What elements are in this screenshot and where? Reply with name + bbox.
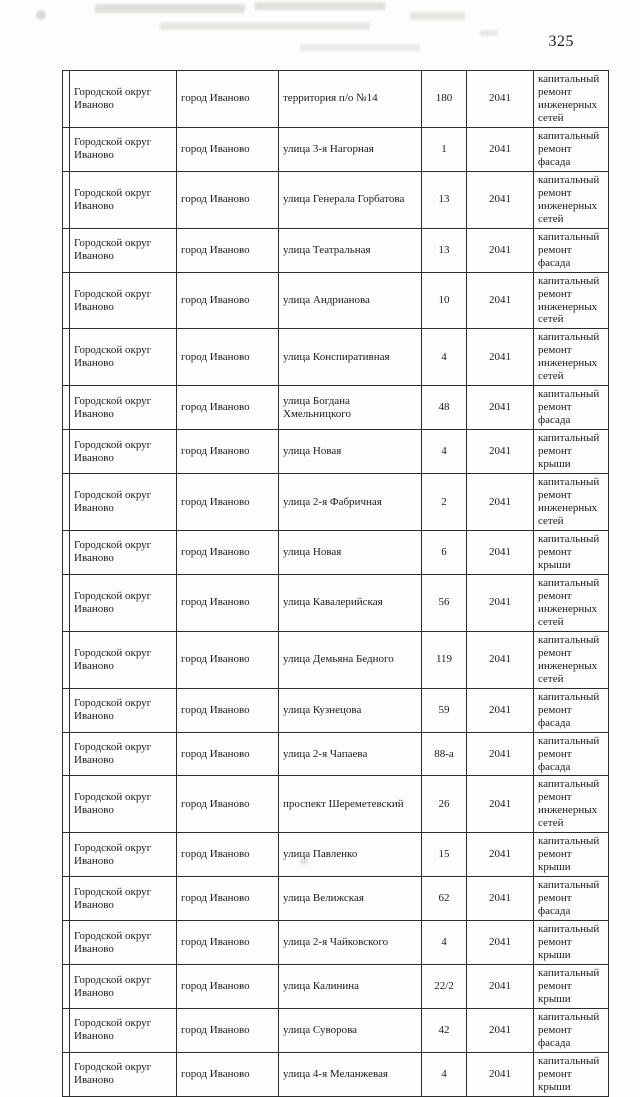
cell-work: капитальный ремонт инженерных сетей bbox=[534, 71, 609, 128]
cell-house: 88-а bbox=[422, 732, 467, 776]
cell-work: капитальный ремонт инженерных сетей bbox=[534, 329, 609, 386]
scan-noise bbox=[36, 10, 46, 20]
cell-district: Городской округ Иваново bbox=[70, 228, 177, 272]
cell-city: город Иваново bbox=[177, 1052, 279, 1096]
cell-spacer bbox=[63, 386, 70, 430]
cell-spacer bbox=[63, 574, 70, 631]
cell-street: улица 2-я Чапаева bbox=[279, 732, 422, 776]
cell-district: Городской округ Иваново bbox=[70, 921, 177, 965]
cell-work: капитальный ремонт инженерных сетей bbox=[534, 171, 609, 228]
cell-year: 2041 bbox=[467, 732, 534, 776]
cell-street: улица Калинина bbox=[279, 965, 422, 1009]
table-row bbox=[63, 171, 609, 228]
cell-work: капитальный ремонт фасада bbox=[534, 1008, 609, 1052]
cell-city: город Иваново bbox=[177, 965, 279, 1009]
cell-work: капитальный ремонт фасада bbox=[534, 688, 609, 732]
cell-district: Городской округ Иваново bbox=[70, 171, 177, 228]
cell-year: 2041 bbox=[467, 965, 534, 1009]
cell-spacer bbox=[63, 329, 70, 386]
cell-city: город Иваново bbox=[177, 833, 279, 877]
cell-work: капитальный ремонт фасада bbox=[534, 127, 609, 171]
cell-street: улица 2-я Фабричная bbox=[279, 474, 422, 531]
cell-district: Городской округ Иваново bbox=[70, 329, 177, 386]
cell-city: город Иваново bbox=[177, 631, 279, 688]
cell-district: Городской округ Иваново bbox=[70, 531, 177, 575]
cell-street: улица Суворова bbox=[279, 1008, 422, 1052]
table-row bbox=[63, 631, 609, 688]
repairs-table-body bbox=[63, 71, 609, 1097]
cell-street: улица 4-я Меланжевая bbox=[279, 1052, 422, 1096]
cell-city: город Иваново bbox=[177, 776, 279, 833]
table-row bbox=[63, 531, 609, 575]
cell-house: 62 bbox=[422, 877, 467, 921]
cell-district: Городской округ Иваново bbox=[70, 965, 177, 1009]
cell-city: город Иваново bbox=[177, 386, 279, 430]
cell-work: капитальный ремонт инженерных сетей bbox=[534, 574, 609, 631]
cell-house: 4 bbox=[422, 1052, 467, 1096]
scan-noise bbox=[94, 4, 245, 13]
cell-house: 180 bbox=[422, 71, 467, 128]
cell-work: капитальный ремонт крыши bbox=[534, 965, 609, 1009]
cell-house: 42 bbox=[422, 1008, 467, 1052]
cell-street: улица Богдана Хмельницкого bbox=[279, 386, 422, 430]
cell-street: улица Новая bbox=[279, 430, 422, 474]
cell-street: улица Конспиративная bbox=[279, 329, 422, 386]
cell-spacer bbox=[63, 965, 70, 1009]
cell-house: 48 bbox=[422, 386, 467, 430]
table-row bbox=[63, 1052, 609, 1096]
cell-street: улица Андрианова bbox=[279, 272, 422, 329]
cell-district: Городской округ Иваново bbox=[70, 1052, 177, 1096]
cell-spacer bbox=[63, 1008, 70, 1052]
cell-spacer bbox=[63, 474, 70, 531]
scan-noise bbox=[410, 12, 465, 20]
cell-year: 2041 bbox=[467, 474, 534, 531]
cell-work: капитальный ремонт инженерных сетей bbox=[534, 776, 609, 833]
cell-street: улица Кузнецова bbox=[279, 688, 422, 732]
cell-work: капитальный ремонт инженерных сетей bbox=[534, 631, 609, 688]
cell-spacer bbox=[63, 631, 70, 688]
cell-year: 2041 bbox=[467, 228, 534, 272]
cell-house: 6 bbox=[422, 531, 467, 575]
table-row bbox=[63, 329, 609, 386]
page-number: 325 bbox=[548, 33, 574, 50]
cell-spacer bbox=[63, 228, 70, 272]
cell-district: Городской округ Иваново bbox=[70, 386, 177, 430]
cell-year: 2041 bbox=[467, 171, 534, 228]
cell-city: город Иваново bbox=[177, 1008, 279, 1052]
cell-city: город Иваново bbox=[177, 329, 279, 386]
table-row bbox=[63, 877, 609, 921]
cell-house: 56 bbox=[422, 574, 467, 631]
table-row bbox=[63, 921, 609, 965]
cell-year: 2041 bbox=[467, 272, 534, 329]
cell-year: 2041 bbox=[467, 329, 534, 386]
cell-year: 2041 bbox=[467, 71, 534, 128]
cell-work: капитальный ремонт фасада bbox=[534, 732, 609, 776]
cell-street: проспект Шереметевский bbox=[279, 776, 422, 833]
scan-noise bbox=[480, 30, 498, 36]
cell-spacer bbox=[63, 833, 70, 877]
cell-year: 2041 bbox=[467, 776, 534, 833]
cell-spacer bbox=[63, 171, 70, 228]
cell-year: 2041 bbox=[467, 631, 534, 688]
cell-house: 13 bbox=[422, 228, 467, 272]
cell-house: 1 bbox=[422, 127, 467, 171]
cell-house: 26 bbox=[422, 776, 467, 833]
cell-district: Городской округ Иваново bbox=[70, 877, 177, 921]
cell-city: город Иваново bbox=[177, 430, 279, 474]
cell-work: капитальный ремонт фасада bbox=[534, 877, 609, 921]
table-row bbox=[63, 965, 609, 1009]
table-row bbox=[63, 732, 609, 776]
table-row bbox=[63, 688, 609, 732]
cell-street: улица Демьяна Бедного bbox=[279, 631, 422, 688]
table-row bbox=[63, 574, 609, 631]
cell-city: город Иваново bbox=[177, 127, 279, 171]
cell-street: улица Театральная bbox=[279, 228, 422, 272]
repairs-table bbox=[62, 70, 609, 1097]
cell-year: 2041 bbox=[467, 127, 534, 171]
cell-city: город Иваново bbox=[177, 71, 279, 128]
cell-work: капитальный ремонт крыши bbox=[534, 833, 609, 877]
cell-spacer bbox=[63, 732, 70, 776]
cell-work: капитальный ремонт крыши bbox=[534, 921, 609, 965]
cell-house: 4 bbox=[422, 921, 467, 965]
cell-spacer bbox=[63, 776, 70, 833]
cell-district: Городской округ Иваново bbox=[70, 272, 177, 329]
cell-district: Городской округ Иваново bbox=[70, 71, 177, 128]
cell-work: капитальный ремонт инженерных сетей bbox=[534, 474, 609, 531]
cell-year: 2041 bbox=[467, 688, 534, 732]
cell-street: улица Кавалерийская bbox=[279, 574, 422, 631]
cell-district: Городской округ Иваново bbox=[70, 688, 177, 732]
cell-house: 2 bbox=[422, 474, 467, 531]
table-row bbox=[63, 1008, 609, 1052]
cell-spacer bbox=[63, 272, 70, 329]
table-row bbox=[63, 430, 609, 474]
cell-year: 2041 bbox=[467, 921, 534, 965]
cell-house: 13 bbox=[422, 171, 467, 228]
cell-house: 119 bbox=[422, 631, 467, 688]
cell-spacer bbox=[63, 877, 70, 921]
cell-house: 59 bbox=[422, 688, 467, 732]
cell-house: 15 bbox=[422, 833, 467, 877]
scan-noise bbox=[160, 22, 370, 30]
cell-work: капитальный ремонт фасада bbox=[534, 228, 609, 272]
cell-spacer bbox=[63, 71, 70, 128]
cell-district: Городской округ Иваново bbox=[70, 574, 177, 631]
table-row bbox=[63, 228, 609, 272]
cell-work: капитальный ремонт фасада bbox=[534, 386, 609, 430]
cell-year: 2041 bbox=[467, 386, 534, 430]
cell-year: 2041 bbox=[467, 877, 534, 921]
table-row bbox=[63, 127, 609, 171]
cell-year: 2041 bbox=[467, 574, 534, 631]
cell-house: 22/2 bbox=[422, 965, 467, 1009]
cell-city: город Иваново bbox=[177, 228, 279, 272]
table-row bbox=[63, 833, 609, 877]
cell-district: Городской округ Иваново bbox=[70, 1008, 177, 1052]
table-row bbox=[63, 474, 609, 531]
cell-year: 2041 bbox=[467, 430, 534, 474]
cell-district: Городской округ Иваново bbox=[70, 430, 177, 474]
cell-street: территория п/о №14 bbox=[279, 71, 422, 128]
cell-street: улица Павленко bbox=[279, 833, 422, 877]
cell-house: 4 bbox=[422, 329, 467, 386]
table-row bbox=[63, 776, 609, 833]
table-row bbox=[63, 71, 609, 128]
cell-year: 2041 bbox=[467, 833, 534, 877]
cell-city: город Иваново bbox=[177, 688, 279, 732]
cell-work: капитальный ремонт инженерных сетей bbox=[534, 272, 609, 329]
cell-district: Городской округ Иваново bbox=[70, 127, 177, 171]
cell-street: улица Новая bbox=[279, 531, 422, 575]
cell-district: Городской округ Иваново bbox=[70, 631, 177, 688]
cell-city: город Иваново bbox=[177, 921, 279, 965]
cell-city: город Иваново bbox=[177, 732, 279, 776]
cell-work: капитальный ремонт крыши bbox=[534, 430, 609, 474]
cell-street: улица Велижская bbox=[279, 877, 422, 921]
cell-street: улица 3-я Нагорная bbox=[279, 127, 422, 171]
cell-district: Городской округ Иваново bbox=[70, 474, 177, 531]
cell-city: город Иваново bbox=[177, 877, 279, 921]
cell-city: город Иваново bbox=[177, 531, 279, 575]
cell-city: город Иваново bbox=[177, 171, 279, 228]
cell-city: город Иваново bbox=[177, 474, 279, 531]
cell-work: капитальный ремонт крыши bbox=[534, 1052, 609, 1096]
scan-noise bbox=[300, 44, 420, 51]
cell-spacer bbox=[63, 1052, 70, 1096]
cell-spacer bbox=[63, 688, 70, 732]
cell-street: улица Генерала Горбатова bbox=[279, 171, 422, 228]
cell-house: 10 bbox=[422, 272, 467, 329]
cell-work: капитальный ремонт крыши bbox=[534, 531, 609, 575]
cell-spacer bbox=[63, 430, 70, 474]
cell-spacer bbox=[63, 921, 70, 965]
cell-year: 2041 bbox=[467, 1008, 534, 1052]
cell-year: 2041 bbox=[467, 531, 534, 575]
cell-street: улица 2-я Чайковского bbox=[279, 921, 422, 965]
cell-city: город Иваново bbox=[177, 272, 279, 329]
cell-house: 4 bbox=[422, 430, 467, 474]
cell-spacer bbox=[63, 127, 70, 171]
cell-spacer bbox=[63, 531, 70, 575]
cell-district: Городской округ Иваново bbox=[70, 732, 177, 776]
table-row bbox=[63, 272, 609, 329]
cell-district: Городской округ Иваново bbox=[70, 833, 177, 877]
cell-district: Городской округ Иваново bbox=[70, 776, 177, 833]
cell-city: город Иваново bbox=[177, 574, 279, 631]
scan-noise bbox=[255, 2, 385, 10]
cell-year: 2041 bbox=[467, 1052, 534, 1096]
table-row bbox=[63, 386, 609, 430]
